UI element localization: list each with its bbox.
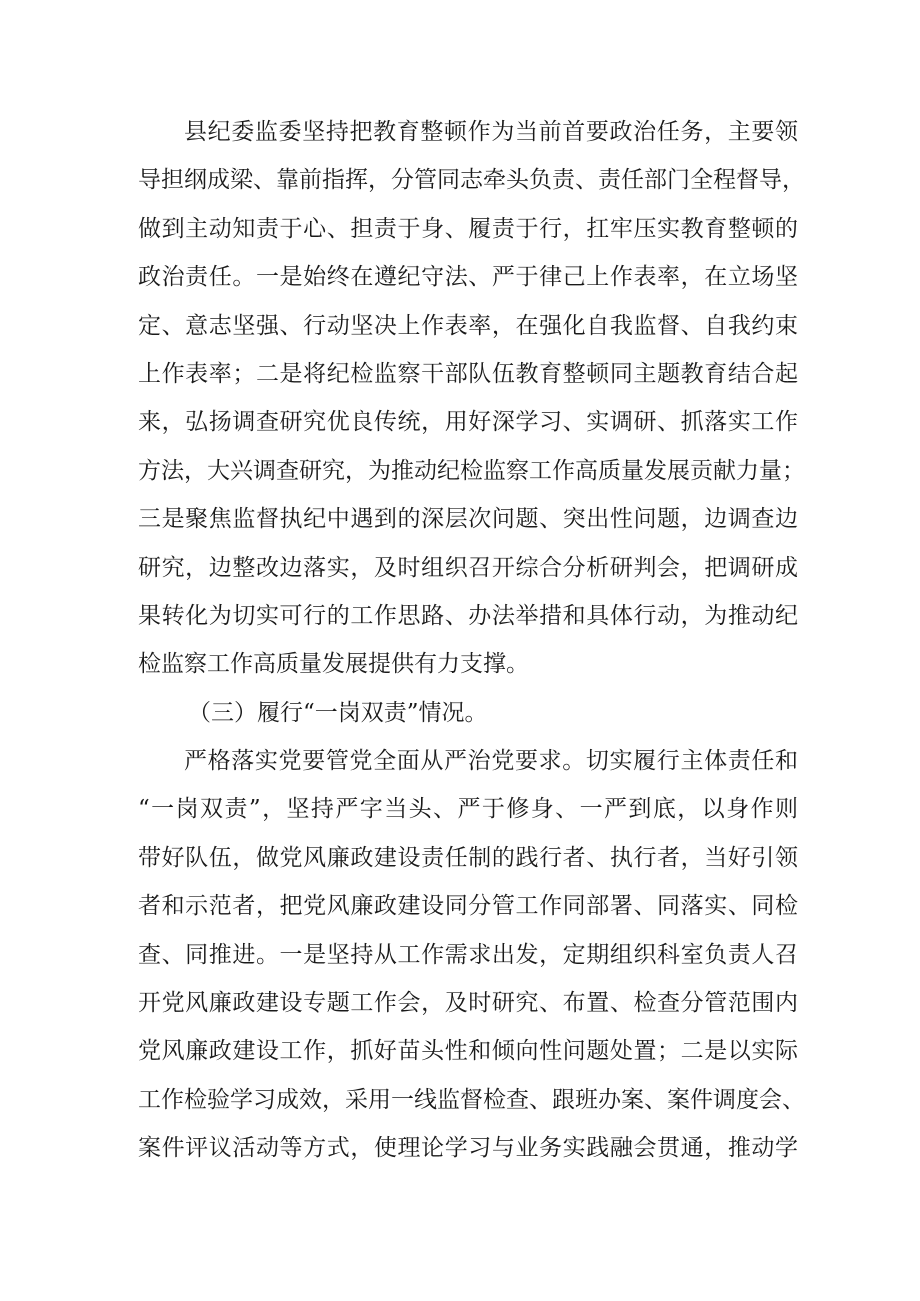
paragraph-line: 案件评议活动等方式，使理论学习与业务实践融会贯通，推动学 (138, 1135, 798, 1162)
paragraph-line: 三是聚焦监督执纪中遇到的深层次问题、突出性问题，边调查边 (138, 506, 798, 533)
paragraph-2 (138, 737, 805, 1173)
paragraph-line: 查、同推进。一是坚持从工作需求出发，定期组织科室负责人召 (138, 941, 798, 968)
paragraph-line: 县纪委监委坚持把教育整顿作为当前首要政治任务，主要领 (184, 119, 798, 145)
paragraph-line: 工作检验学习成效，采用一线监督检查、跟班办案、案件调度会、 (138, 1086, 805, 1113)
paragraph-line: 研究，边整改边落实，及时组织召开综合分析研判会，把调研成 (138, 554, 798, 581)
paragraph-line: 做到主动知责于心、担责于身、履责于行，扛牢压实教育整顿的 (138, 215, 798, 242)
paragraph-line: 方法，大兴调查研究，为推动纪检监察工作高质量发展贡献力量； (138, 457, 805, 484)
paragraph-line: 开党风廉政建设专题工作会，及时研究、布置、检查分管范围内 (138, 990, 798, 1017)
paragraph-line: 来，弘扬调查研究优良传统，用好深学习、实调研、抓落实工作 (138, 409, 798, 436)
paragraph-line: 带好队伍，做党风廉政建设责任制的践行者、执行者，当好引领 (138, 844, 798, 871)
paragraph-line: 上作表率；二是将纪检监察干部队伍教育整顿同主题教育结合起 (138, 360, 798, 387)
document-body (138, 108, 805, 1173)
paragraph-line: 定、意志坚强、行动坚决上作表率，在强化自我监督、自我约束 (138, 312, 798, 339)
paragraph-line: 检监察工作高质量发展提供有力支撑。 (138, 651, 529, 678)
paragraph-line: 果转化为切实可行的工作思路、办法举措和具体行动，为推动纪 (138, 602, 798, 629)
paragraph-line: 党风廉政建设工作，抓好苗头性和倾向性问题处置；二是以实际 (138, 1038, 798, 1065)
paragraph-line: 严格落实党要管党全面从严治党要求。切实履行主体责任和 (184, 748, 798, 775)
paragraph-line: “一岗双责”，坚持严字当头、严于修身、一严到底，以身作则 (138, 796, 798, 823)
paragraph-line: 政治责任。一是始终在遵纪守法、严于律己上作表率，在立场坚 (138, 264, 798, 291)
paragraph-1 (138, 108, 805, 689)
section-heading: （三）履行“一岗双责”情况。 (188, 699, 488, 726)
paragraph-line: 导担纲成梁、靠前指挥，分管同志牵头负责、责任部门全程督导， (138, 167, 805, 194)
paragraph-line: 者和示范者，把党风廉政建设同分管工作同部署、同落实、同检 (138, 893, 798, 920)
